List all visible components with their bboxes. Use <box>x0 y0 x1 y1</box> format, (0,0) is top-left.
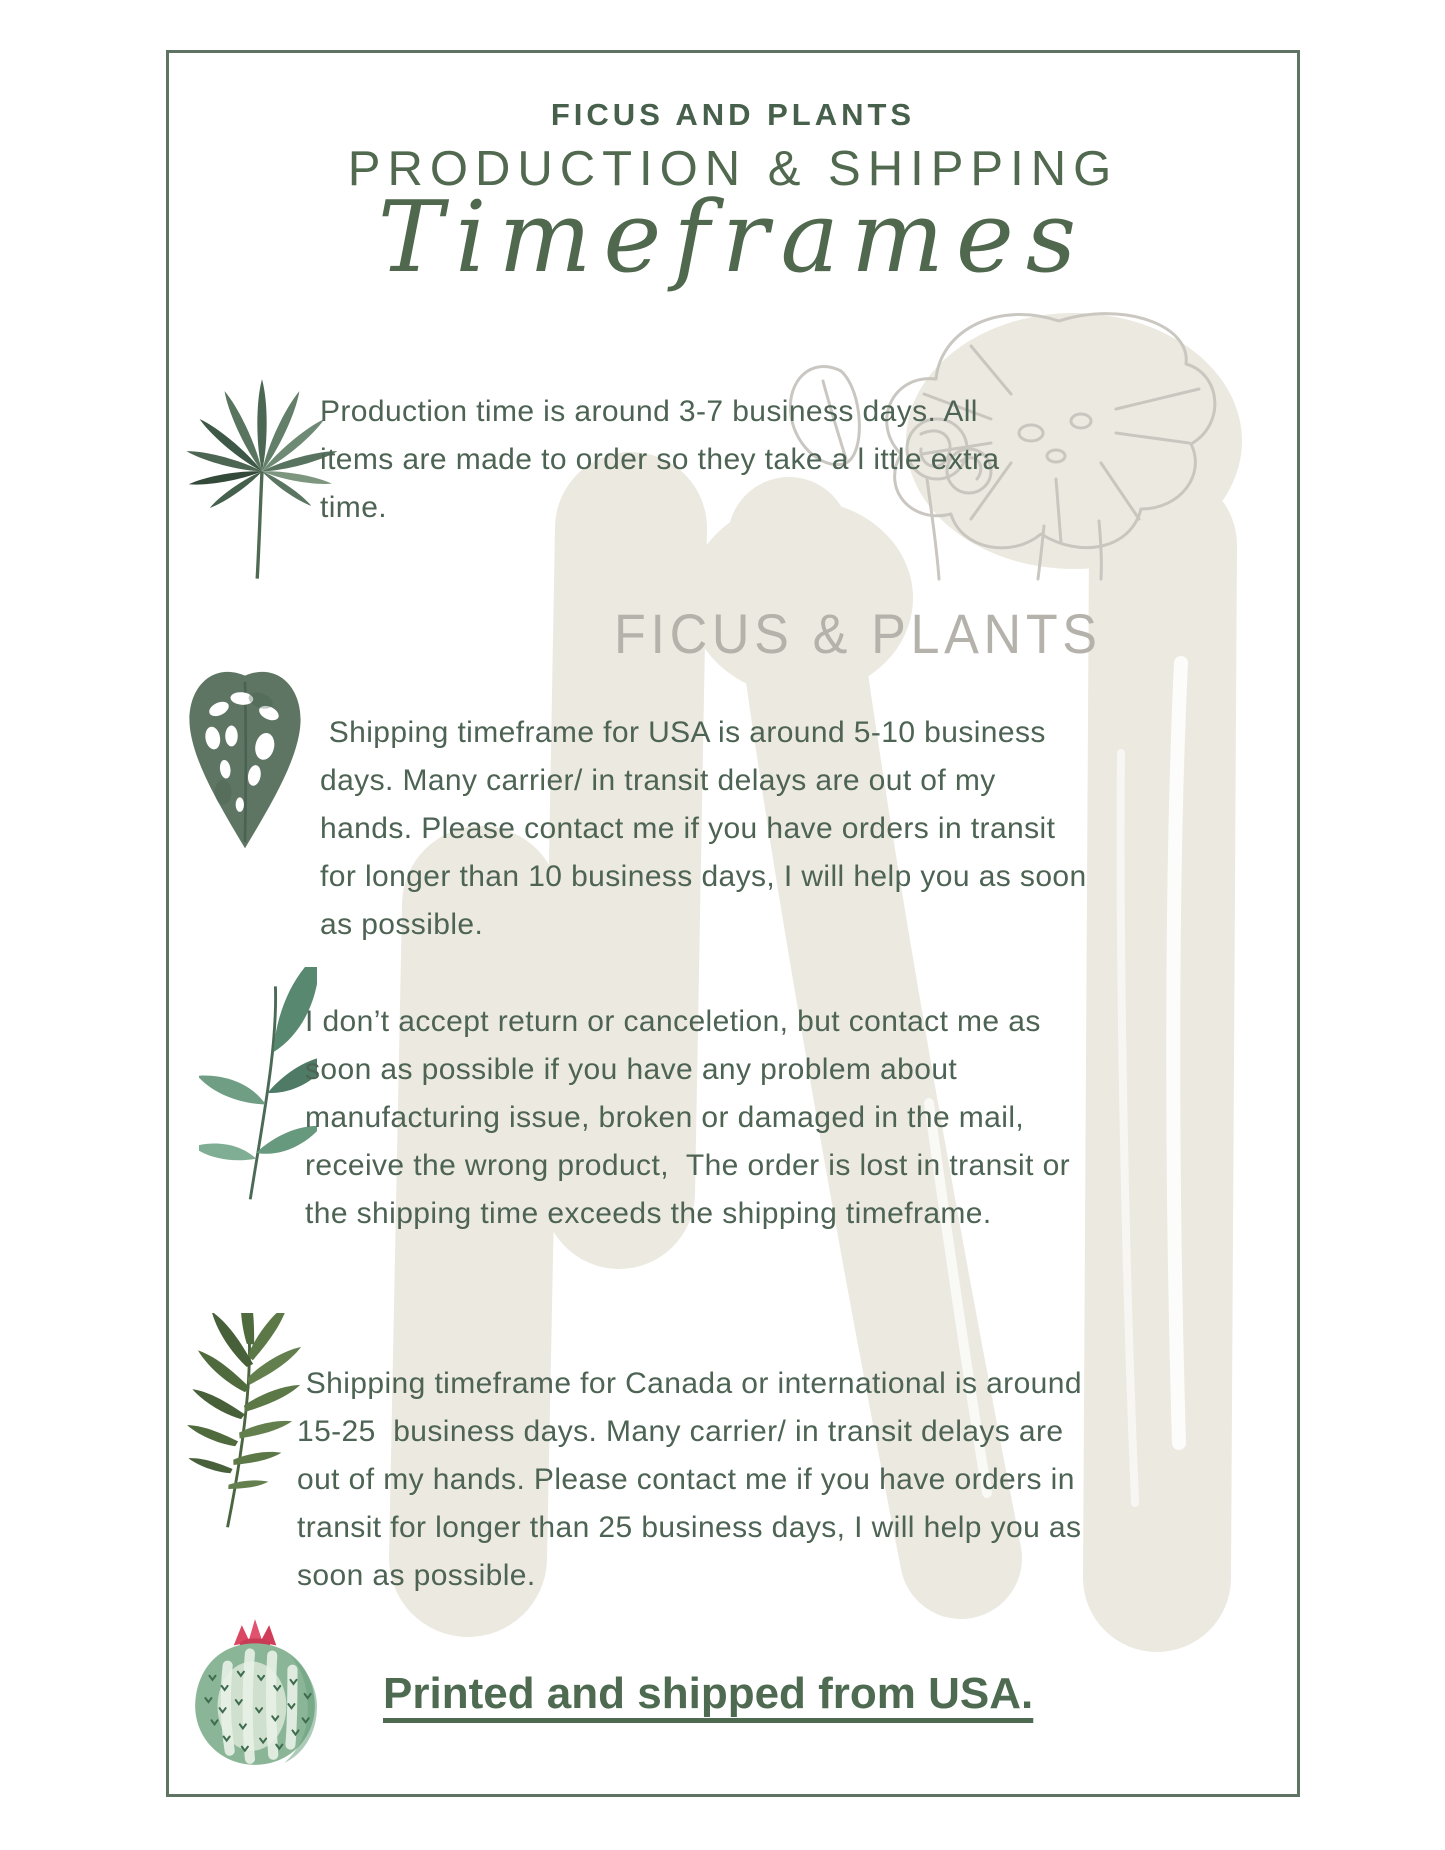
paragraph-returns-policy: I don’t accept return or canceletion, but contact me as soon as possible if you have any problem about manufacturing issue, broken or damaged in the mail, receive the wrong product, The order is lost in transit or the shipping time exceeds the shipping timeframe. <box>305 1005 1079 1230</box>
paragraph-production-time: Production time is around 3-7 business days. All items are made to order so they take a l ittle extra time. <box>320 395 1009 524</box>
monstera-leaf-icon <box>177 659 313 867</box>
page-title: PRODUCTION & SHIPPING <box>347 142 1119 196</box>
watermark-brand-text: FICUS & PLANTS <box>614 602 1102 665</box>
leaf-branch-icon <box>199 967 317 1209</box>
paragraph-international-shipping: Shipping timeframe for Canada or international is around 15-25 business days. Many carrier/ in transit delays are out of my hands. Please contact me if you have orders in transit for longer than 25 business days, I will help you as soon as possible. <box>297 1367 1091 1592</box>
paragraph-usa-shipping: Shipping timeframe for USA is around 5-10 business days. Many carrier/ in transit delays are out of my hands. Please contact me if you have orders in transit for longer than 10 business days, I will help you as soon as possible. <box>320 716 1096 941</box>
document-border-frame <box>166 50 1300 1797</box>
brand-name: FICUS AND PLANTS <box>550 97 916 132</box>
palm-frond-icon <box>177 1313 307 1535</box>
cactus-icon <box>179 1613 331 1775</box>
page-subtitle: Timeframes <box>377 181 1089 295</box>
footer-statement: Printed and shipped from USA. <box>383 1669 1034 1718</box>
